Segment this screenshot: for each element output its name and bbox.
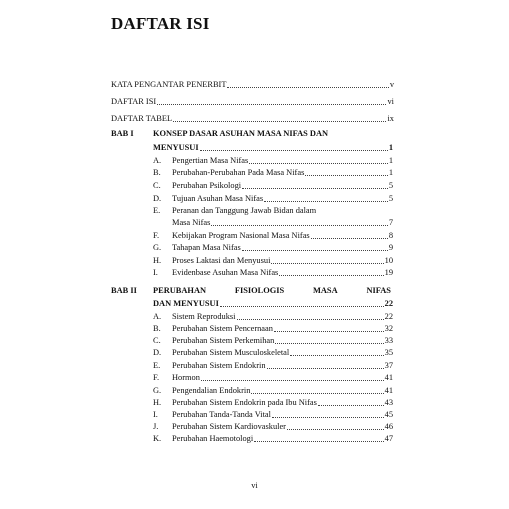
toc-item-label: Perubahan Tanda-Tanda Vital: [172, 410, 271, 419]
item-letter: A.: [153, 156, 162, 165]
toc-entry-kata-pengantar[interactable]: [111, 80, 394, 90]
chapter-heading-label: DAN MENYUSUI: [153, 299, 219, 308]
chapter-heading: KONSEP DASAR ASUHAN MASA NIFAS DAN: [153, 129, 329, 138]
chapter-heading-word: FISIOLOGIS: [234, 286, 285, 295]
toc-item[interactable]: [172, 256, 393, 266]
leader-dots: [267, 367, 384, 369]
toc-item-label: Perubahan Haemotologi: [172, 434, 254, 443]
toc-item-label: Perubahan Sistem Musculoskeletal: [172, 348, 290, 357]
item-letter: E.: [153, 361, 161, 370]
leader-dots: [275, 342, 383, 344]
chapter-heading: [153, 286, 391, 296]
toc-item[interactable]: [172, 336, 393, 346]
toc-item-label: Sistem Reproduksi: [172, 312, 236, 321]
toc-item-label: Pengendalian Endokrin: [172, 386, 251, 395]
toc-item-label-line2: Masa Nifas: [172, 218, 211, 227]
toc-item-page: 33: [384, 336, 393, 345]
item-letter: C.: [153, 336, 161, 345]
leader-dots: [254, 440, 383, 442]
toc-item-label: Tahapan Masa Nifas: [172, 243, 241, 252]
toc-item-label: Perubahan-Perubahan Pada Masa Nifas: [172, 168, 305, 177]
leader-dots: [173, 120, 386, 122]
leader-dots: [242, 187, 388, 189]
chapter-page: 1: [388, 143, 393, 152]
chapter-heading-word: PERUBAHAN: [153, 286, 207, 295]
page-number-footer: vi: [251, 481, 258, 490]
leader-dots: [290, 354, 383, 356]
leader-dots: [220, 305, 384, 307]
toc-item[interactable]: [172, 422, 393, 432]
toc-item-label: Perubahan Sistem Pencernaan: [172, 324, 273, 333]
toc-item-page: 1: [388, 156, 393, 165]
toc-item-page: 7: [388, 218, 393, 227]
item-letter: E.: [153, 206, 161, 215]
toc-item[interactable]: [172, 268, 393, 278]
toc-item-page: 19: [384, 268, 393, 277]
item-letter: C.: [153, 181, 161, 190]
toc-item-label: Evidenbase Asuhan Masa Nifas: [172, 268, 279, 277]
toc-item-page: 9: [388, 243, 393, 252]
toc-item-page: 35: [384, 348, 393, 357]
toc-item-page: 46: [384, 422, 393, 431]
item-letter: G.: [153, 386, 162, 395]
item-letter: I.: [153, 410, 158, 419]
toc-entry-label: KATA PENGANTAR PENERBIT: [111, 80, 227, 89]
toc-entry-label: DAFTAR ISI: [111, 97, 157, 106]
item-letter: A.: [153, 312, 162, 321]
item-letter: D.: [153, 194, 162, 203]
toc-item-page: 37: [384, 361, 393, 370]
page-title: DAFTAR ISI: [111, 14, 210, 33]
toc-item-label: Hormon: [172, 373, 200, 382]
toc-item-page: 41: [384, 386, 393, 395]
item-letter: B.: [153, 168, 161, 177]
toc-item[interactable]: [172, 398, 393, 408]
toc-item[interactable]: [172, 194, 393, 204]
toc-item-page: 5: [388, 194, 393, 203]
toc-item[interactable]: [172, 373, 393, 383]
toc-item[interactable]: [172, 410, 393, 420]
chapter-label: BAB II: [111, 286, 137, 295]
toc-item-page: 8: [388, 231, 393, 240]
item-letter: K.: [153, 434, 162, 443]
leader-dots: [274, 330, 384, 332]
leader-dots: [200, 149, 388, 151]
leader-dots: [311, 237, 388, 239]
toc-item-page: 41: [384, 373, 393, 382]
toc-item-label: Perubahan Sistem Endokrin: [172, 361, 266, 370]
toc-item-label: Pengertian Masa Nifas: [172, 156, 249, 165]
toc-item-label: Proses Laktasi dan Menyusui: [172, 256, 271, 265]
leader-dots: [242, 249, 388, 251]
leader-dots: [201, 379, 384, 381]
toc-entry-page: ix: [387, 114, 394, 123]
toc-item[interactable]: [172, 312, 393, 322]
toc-item[interactable]: [172, 386, 393, 396]
leader-dots: [264, 200, 388, 202]
chapter-heading-entry[interactable]: [153, 143, 393, 153]
leader-dots: [211, 224, 387, 226]
item-letter: B.: [153, 324, 161, 333]
toc-item[interactable]: [172, 243, 393, 253]
toc-item-page: 10: [384, 256, 393, 265]
leader-dots: [227, 86, 388, 88]
leader-dots: [237, 318, 384, 320]
chapter-page: 22: [384, 299, 393, 308]
item-letter: F.: [153, 373, 160, 382]
item-letter: D.: [153, 348, 162, 357]
toc-item[interactable]: [172, 218, 393, 228]
toc-item[interactable]: [172, 231, 393, 241]
leader-dots: [287, 428, 384, 430]
leader-dots: [272, 416, 384, 418]
toc-entry-page: vi: [387, 97, 394, 106]
toc-item-page: 43: [384, 398, 393, 407]
item-letter: H.: [153, 398, 162, 407]
toc-item[interactable]: [172, 348, 393, 358]
toc-item-label: Perubahan Psikologi: [172, 181, 242, 190]
toc-item-page: 22: [384, 312, 393, 321]
toc-item-label: Perubahan Sistem Perkemihan: [172, 336, 275, 345]
toc-item-page: 45: [384, 410, 393, 419]
toc-item-page: 32: [384, 324, 393, 333]
leader-dots: [305, 174, 387, 176]
toc-item[interactable]: [172, 434, 393, 444]
leader-dots: [318, 404, 384, 406]
leader-dots: [251, 392, 383, 394]
toc-entry-daftar-isi[interactable]: [111, 97, 394, 107]
item-letter: J.: [153, 422, 159, 431]
toc-item-label: Kebijakan Program Nasional Masa Nifas: [172, 231, 310, 240]
toc-item-page: 47: [384, 434, 393, 443]
item-letter: I.: [153, 268, 158, 277]
toc-entry-daftar-tabel[interactable]: [111, 114, 394, 124]
item-letter: H.: [153, 256, 162, 265]
toc-item[interactable]: [172, 324, 393, 334]
leader-dots: [279, 274, 383, 276]
toc-item[interactable]: [172, 168, 393, 178]
toc-item-label: Tujuan Asuhan Masa Nifas: [172, 194, 264, 203]
toc-item-page: 5: [388, 181, 393, 190]
toc-item-page: 1: [388, 168, 393, 177]
toc-entry-page: v: [389, 80, 394, 89]
chapter-heading-word: MASA: [312, 286, 338, 295]
chapter-heading-entry[interactable]: [153, 299, 393, 309]
toc-item[interactable]: [172, 156, 393, 166]
chapter-label: BAB I: [111, 129, 134, 138]
toc-item[interactable]: [172, 361, 393, 371]
leader-dots: [157, 103, 386, 105]
toc-entry-label: DAFTAR TABEL: [111, 114, 173, 123]
item-letter: F.: [153, 231, 160, 240]
chapter-heading-label: MENYUSUI: [153, 143, 199, 152]
toc-item-label: Perubahan Sistem Endokrin pada Ibu Nifas: [172, 398, 317, 407]
leader-dots: [271, 262, 383, 264]
toc-item-label: Perubahan Sistem Kardiovaskuler: [172, 422, 286, 431]
chapter-heading-word: NIFAS: [366, 286, 391, 295]
toc-item-label-line1[interactable]: Peranan dan Tanggung Jawab Bidan dalam: [172, 206, 317, 215]
toc-item[interactable]: [172, 181, 393, 191]
item-letter: G.: [153, 243, 162, 252]
leader-dots: [249, 162, 388, 164]
